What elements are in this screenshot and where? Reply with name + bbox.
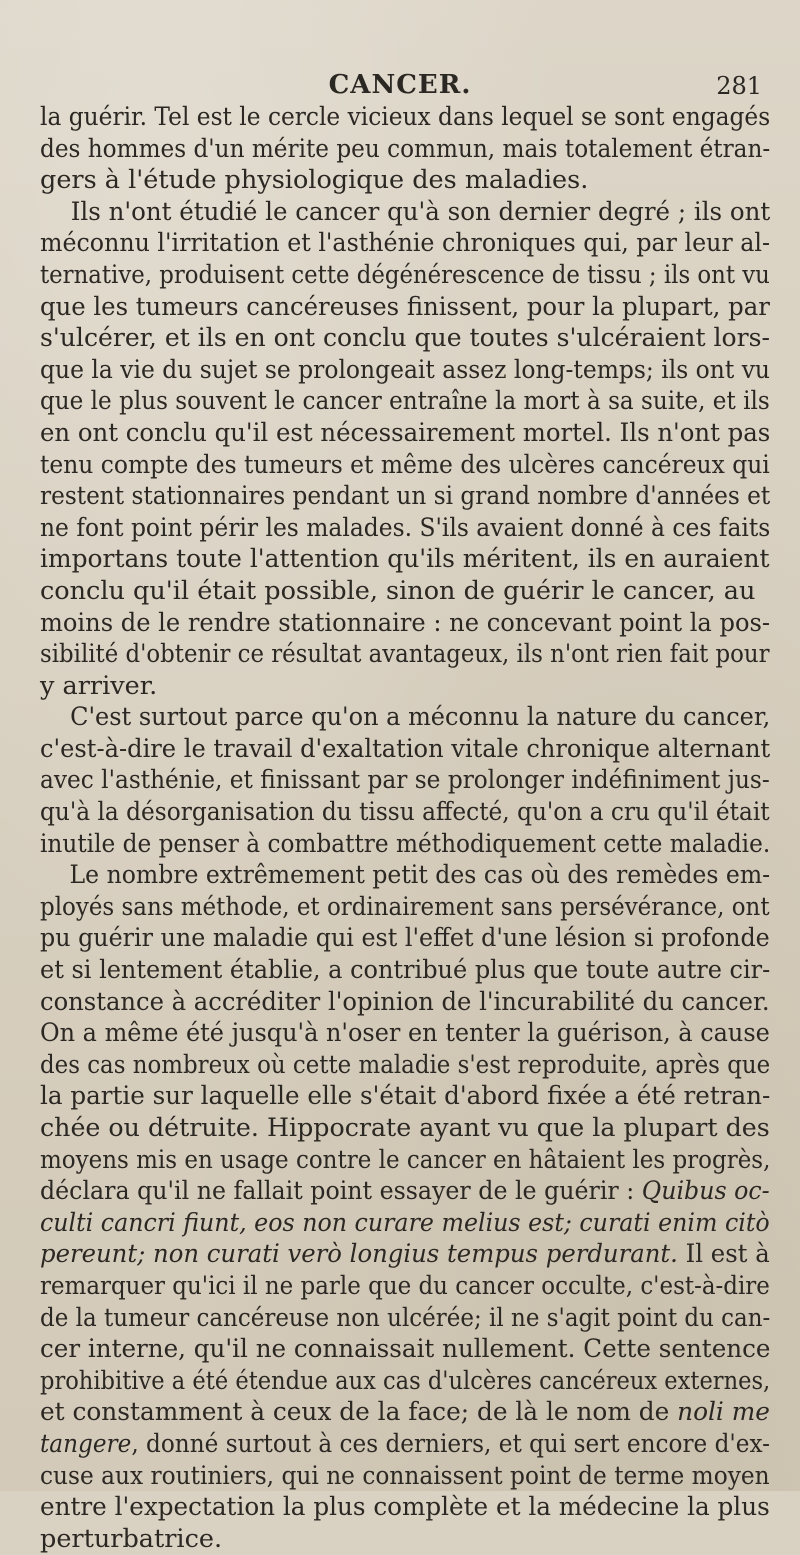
text-line: qu'à la désorganisation du tissu affecté, qu'on a cru qu'il était bbox=[40, 797, 770, 828]
latin-quote: pereunt; non curati verò longius tempus perdurant. bbox=[40, 1239, 678, 1270]
text-line: ne font point périr les malades. S'ils avaient donné à ces faits bbox=[40, 512, 771, 543]
text-line bbox=[40, 1397, 770, 1429]
text-line: remarquer qu'ici il ne parle que du cancer occulte, c'est-à-dire bbox=[40, 1270, 770, 1301]
text-line bbox=[40, 1207, 770, 1240]
text-line: que les tumeurs cancéreuses finissent, pour la plupart, par bbox=[40, 291, 770, 322]
text-line: ployés sans méthode, et ordinairement sans persévérance, ont bbox=[40, 891, 770, 922]
latin-quote: culti cancri fiunt, eos non curare melius est; curati enim citò bbox=[40, 1207, 770, 1238]
text-line: cer interne, qu'il ne connaissait nullement. Cette sentence bbox=[40, 1334, 771, 1365]
body-text bbox=[40, 102, 770, 1555]
text-line: restent stationnaires pendant un si grand nombre d'années et bbox=[40, 481, 771, 512]
text-line: de la tumeur cancéreuse non ulcérée; il ne s'agit point du can- bbox=[40, 1302, 771, 1333]
text-line: chée ou détruite. Hippocrate ayant vu que la plupart des bbox=[40, 1113, 770, 1143]
text-line: des hommes d'un mérite peu commun, mais totalement étran- bbox=[40, 133, 771, 164]
text-line: avec l'asthénie, et finissant par se prolonger indéfiniment jus- bbox=[40, 765, 770, 796]
text-line: tenu compte des tumeurs et même des ulcères cancéreux qui bbox=[40, 449, 770, 480]
text-line: moins de le rendre stationnaire : ne concevant point la pos- bbox=[40, 607, 771, 638]
text-line: importans toute l'attention qu'ils méritent, ils en auraient bbox=[40, 544, 770, 575]
latin-term: tangere bbox=[40, 1428, 132, 1459]
text-line: la partie sur laquelle elle s'était d'abord fixée a été retran- bbox=[40, 1081, 771, 1112]
text-line: perturbatrice. bbox=[40, 1523, 223, 1554]
text-line: inutile de penser à combattre méthodiquement cette maladie. bbox=[40, 828, 771, 859]
text-run: déclara qu'il ne fallait point essayer de le guérir : bbox=[40, 1176, 642, 1207]
text-line: et si lentement établie, a contribué plus que toute autre cir- bbox=[40, 955, 771, 986]
text-line: y arriver. bbox=[40, 670, 158, 701]
text-line: Le nombre extrêmement petit des cas où des remèdes em- bbox=[69, 860, 771, 891]
text-line: pu guérir une maladie qui est l'effet d'une lésion si profonde bbox=[40, 923, 770, 954]
text-line bbox=[40, 1239, 770, 1271]
text-line: prohibitive a été étendue aux cas d'ulcères cancéreux externes, bbox=[40, 1365, 771, 1396]
page-number: 281 bbox=[716, 72, 762, 100]
text-line bbox=[40, 1428, 770, 1461]
text-line: Ils n'ont étudié le cancer qu'à son dernier degré ; ils ont bbox=[70, 196, 771, 227]
text-line: moyens mis en usage contre le cancer en hâtaient les progrès, bbox=[40, 1144, 771, 1175]
text-line: constance à accréditer l'opinion de l'incurabilité du cancer. bbox=[40, 986, 770, 1017]
text-line: s'ulcérer, et ils en ont conclu que toutes s'ulcéraient lors- bbox=[40, 323, 770, 354]
text-line: en ont conclu qu'il est nécessairement mortel. Ils n'ont pas bbox=[40, 417, 771, 448]
text-line: gers à l'étude physiologique des maladies. bbox=[40, 165, 589, 196]
text-line: C'est surtout parce qu'on a méconnu la nature du cancer, bbox=[70, 702, 771, 733]
running-title: CANCER. bbox=[328, 70, 472, 100]
text-line bbox=[40, 1176, 770, 1208]
text-line: cuse aux routiniers, qui ne connaissent point de terme moyen bbox=[40, 1460, 770, 1491]
text-run: , donné surtout à ces derniers, et qui sert encore d'ex- bbox=[131, 1428, 770, 1459]
text-run: Il est à bbox=[677, 1239, 770, 1270]
text-line: c'est-à-dire le travail d'exaltation vitale chronique alternant bbox=[40, 733, 771, 764]
latin-term: noli me bbox=[677, 1397, 770, 1428]
text-line: méconnu l'irritation et l'asthénie chroniques qui, par leur al- bbox=[40, 228, 771, 259]
text-line: la guérir. Tel est le cercle vicieux dans lequel se sont engagés bbox=[40, 102, 771, 132]
text-line: entre l'expectation la plus complète et la médecine la plus bbox=[40, 1492, 770, 1523]
latin-quote: Quibus oc- bbox=[641, 1176, 770, 1207]
text-line: des cas nombreux où cette maladie s'est reproduite, après que bbox=[40, 1049, 771, 1080]
text-line: que le plus souvent le cancer entraîne la mort à sa suite, et ils bbox=[40, 386, 770, 417]
text-run: et constamment à ceux de la face; de là le nom de bbox=[40, 1397, 678, 1428]
text-line: sibilité d'obtenir ce résultat avantageux, ils n'ont rien fait pour bbox=[40, 639, 770, 670]
text-line: ternative, produisent cette dégénérescence de tissu ; ils ont vu bbox=[40, 259, 770, 290]
text-line: On a même été jusqu'à n'oser en tenter la guérison, à cause bbox=[40, 1018, 770, 1049]
text-line: que la vie du sujet se prolongeait assez long-temps; ils ont vu bbox=[40, 354, 771, 385]
text-line: conclu qu'il était possible, sinon de guérir le cancer, au bbox=[40, 575, 756, 606]
